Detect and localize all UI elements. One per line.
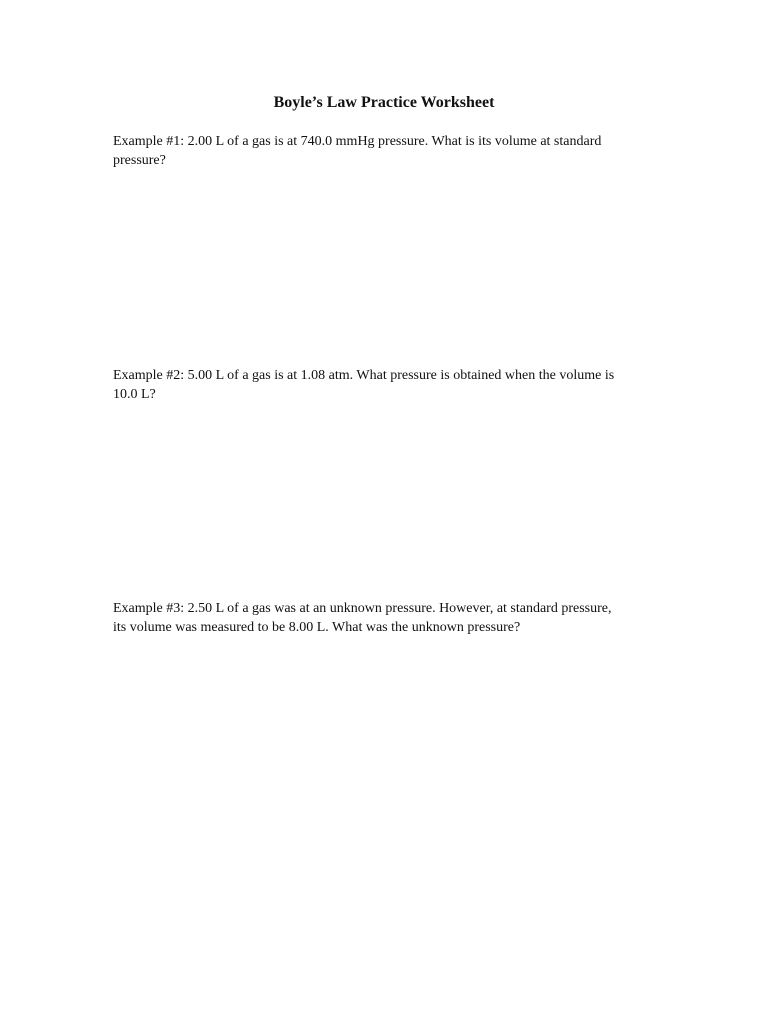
problem-example-3 [113,599,661,637]
problem-text-line: Example #2: 5.00 L of a gas is at 1.08 atm. What pressure is obtained when the volume is [113,368,615,383]
problem-text-line: 10.0 L? [113,387,156,402]
problem-text-line: its volume was measured to be 8.00 L. What was the unknown pressure? [113,620,521,635]
problem-example-1 [113,132,661,170]
problem-text-line: pressure? [113,153,166,168]
problem-example-2 [113,366,661,404]
worksheet-title: Boyle’s Law Practice Worksheet [273,94,495,111]
problem-text-line: Example #3: 2.50 L of a gas was at an unknown pressure. However, at standard pressure, [113,601,612,616]
problem-text-line: Example #1: 2.00 L of a gas is at 740.0 mmHg pressure. What is its volume at standard [113,134,602,149]
